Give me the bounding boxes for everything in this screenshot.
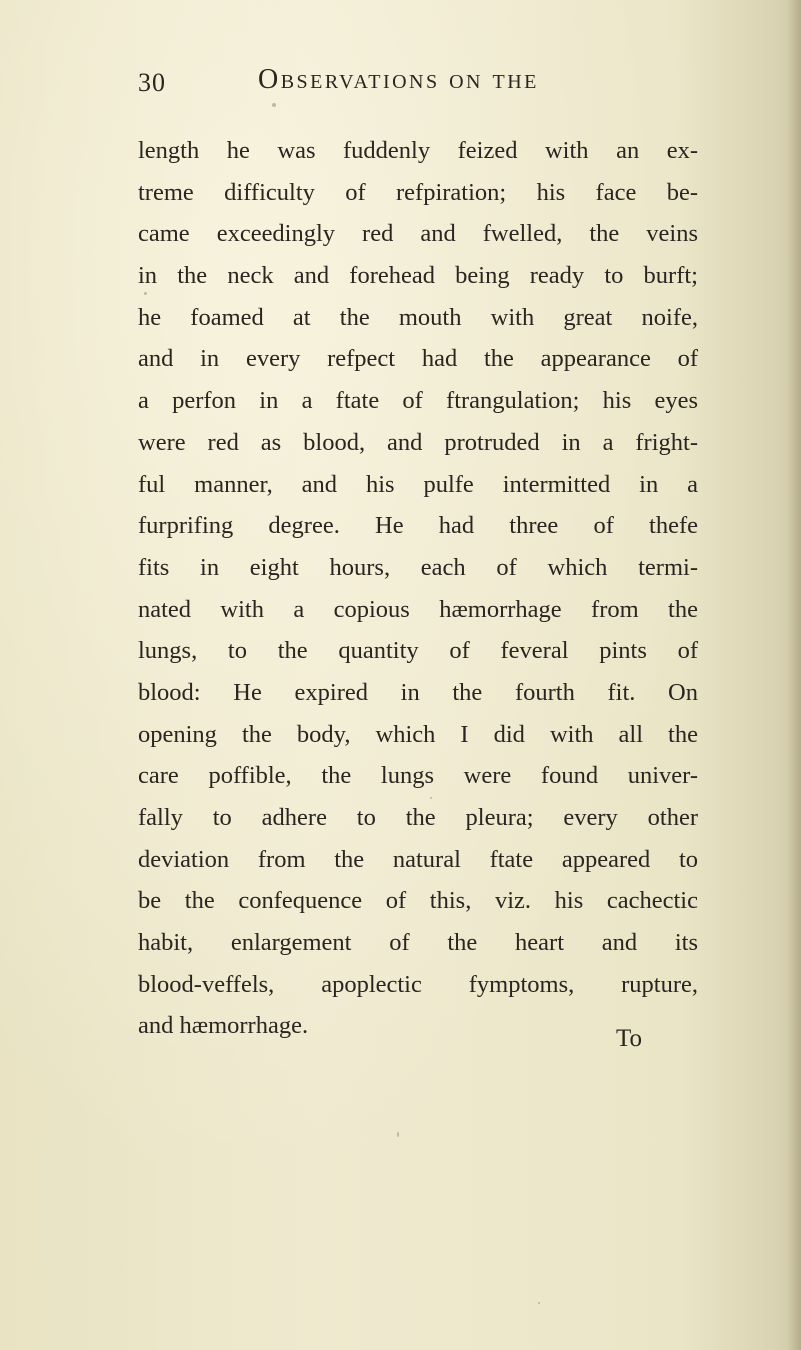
- text-line: were red as blood, and protruded in a fright-: [138, 428, 698, 456]
- text-line: habit, enlargement of the heart and its: [138, 929, 698, 957]
- text-line: opening the body, which I did with all the: [138, 720, 698, 748]
- running-head: Observations on the: [258, 64, 539, 95]
- text-line: nated with a copious hæmorrhage from the: [138, 595, 698, 623]
- text-line: and hæmorrhage.: [138, 1012, 309, 1040]
- body-text: [138, 130, 698, 1047]
- paper-speck: [272, 103, 276, 107]
- paper-speck: [430, 797, 432, 799]
- text-line: he foamed at the mouth with great noife,: [138, 303, 698, 331]
- text-line: fits in eight hours, each of which termi-: [138, 553, 698, 581]
- text-line: treme difficulty of refpiration; his face be-: [138, 178, 698, 206]
- text-line: furprifing degree. He had three of thefe: [138, 512, 698, 540]
- paper-speck: [144, 292, 147, 295]
- catchword: To: [616, 1025, 643, 1052]
- text-line: fally to adhere to the pleura; every other: [138, 804, 698, 831]
- text-line: length he was fuddenly feized with an ex-: [138, 137, 698, 164]
- page-number: 30: [138, 68, 166, 97]
- text-line: lungs, to the quantity of feveral pints of: [138, 637, 698, 665]
- text-line: deviation from the natural ftate appeared to: [138, 845, 698, 873]
- text-line: a perfon in a ftate of ftrangulation; his eyes: [138, 387, 698, 415]
- text-line: be the confequence of this, viz. his cachectic: [138, 887, 698, 915]
- text-line: and in every refpect had the appearance of: [138, 345, 698, 373]
- text-line: came exceedingly red and fwelled, the veins: [138, 220, 698, 248]
- page-edge-shadow: [787, 0, 801, 1350]
- paper-speck: [397, 1132, 399, 1137]
- text-line: care poffible, the lungs were found univer-: [138, 762, 698, 790]
- text-line: blood-veffels, apoplectic fymptoms, rupture,: [138, 970, 698, 998]
- text-line: blood: He expired in the fourth fit. On: [138, 678, 698, 706]
- text-line: ful manner, and his pulfe intermitted in a: [138, 470, 698, 498]
- page-header: [138, 64, 658, 104]
- paper-speck: [538, 1302, 540, 1304]
- text-line: in the neck and forehead being ready to burft;: [138, 262, 698, 290]
